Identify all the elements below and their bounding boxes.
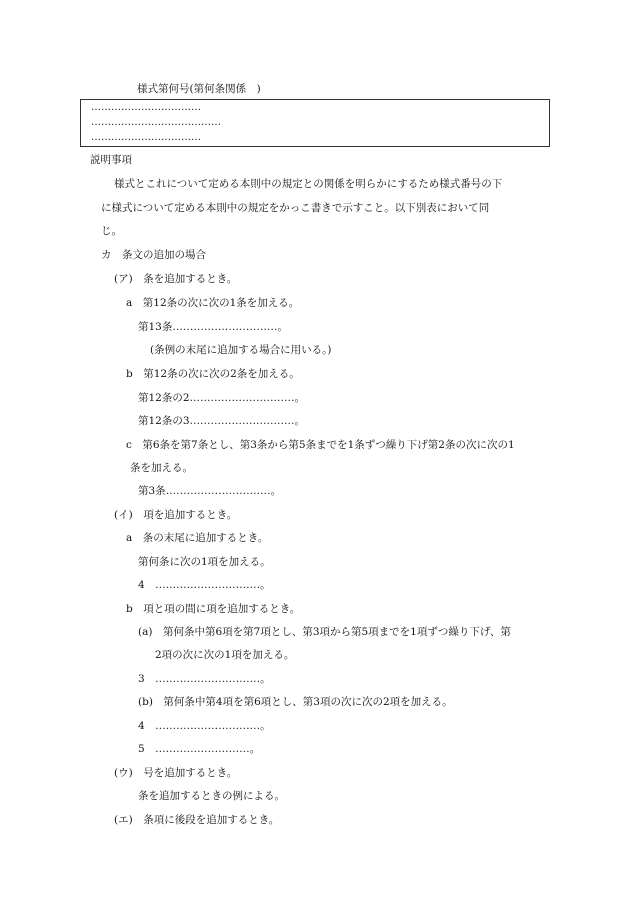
- a1-c-example: 第3条…………………………。: [138, 485, 282, 497]
- a2-b-label: b 項と項の間に項を追加するとき。: [126, 603, 301, 615]
- a3-heading: (ウ) 号を追加するとき。: [114, 767, 238, 779]
- a2-b-pa-example: 3 …………………………。: [138, 673, 271, 685]
- a1-a-label: a 第12条の次に次の1条を加える。: [126, 297, 300, 309]
- a2-b-pb-line: (b) 第何条中第4項を第6項とし、第3項の次に次の2項を加える。: [138, 696, 453, 708]
- intro-line-1: 様式とこれについて定める本則中の規定との関係を明らかにするため様式番号の下: [114, 178, 503, 190]
- a2-a-example-2: 4 …………………………。: [138, 579, 271, 591]
- form-box-line-3: ……………………………: [91, 132, 201, 143]
- a2-a-label: a 条の末尾に追加するとき。: [126, 532, 269, 544]
- form-box-line-2: …………………………………: [91, 117, 221, 128]
- a2-b-pb-example-1: 4 …………………………。: [138, 720, 271, 732]
- a1-c-label-1: c 第6条を第7条とし、第3条から第5条までを1条ずつ繰り下げ第2条の次に次の1: [126, 439, 515, 451]
- a2-a-example-1: 第何条に次の1項を加える。: [138, 556, 271, 568]
- a2-b-pa-line-2: 2項の次に次の1項を加える。: [155, 649, 295, 661]
- a4-heading: (エ) 条項に後段を追加するとき。: [114, 814, 280, 826]
- form-number-label: 様式第何号(第何条関係 ): [137, 83, 261, 95]
- a1-heading: (ア) 条を追加するとき。: [114, 273, 238, 285]
- a1-b-example-2: 第12条の3…………………………。: [138, 415, 306, 427]
- intro-line-3: じ。: [101, 225, 122, 237]
- a2-heading: (イ) 項を追加するとき。: [114, 509, 238, 521]
- a1-a-note: (条例の末尾に追加する場合に用いる。): [150, 344, 332, 356]
- a2-b-pa-line-1: (a) 第何条中第6項を第7項とし、第3項から第5項までを1項ずつ繰り下げ、第: [138, 626, 511, 638]
- intro-line-2: に様式について定める本則中の規定をかっこ書きで示すこと。以下別表において同: [101, 202, 490, 214]
- form-box-line-1: ……………………………: [91, 102, 201, 113]
- a1-b-example-1: 第12条の2…………………………。: [138, 392, 306, 404]
- a2-b-pb-example-2: 5 ………………………。: [138, 743, 261, 755]
- section-title: 説明事項: [90, 154, 132, 166]
- ka-heading: カ 条文の追加の場合: [101, 249, 206, 261]
- a1-a-example: 第13条…………………………。: [138, 321, 288, 333]
- a3-text: 条を追加するときの例による。: [138, 790, 285, 802]
- a1-b-label: b 第12条の次に次の2条を加える。: [126, 368, 300, 380]
- a1-c-label-2: 条を加える。: [130, 462, 193, 474]
- form-box: [80, 99, 550, 147]
